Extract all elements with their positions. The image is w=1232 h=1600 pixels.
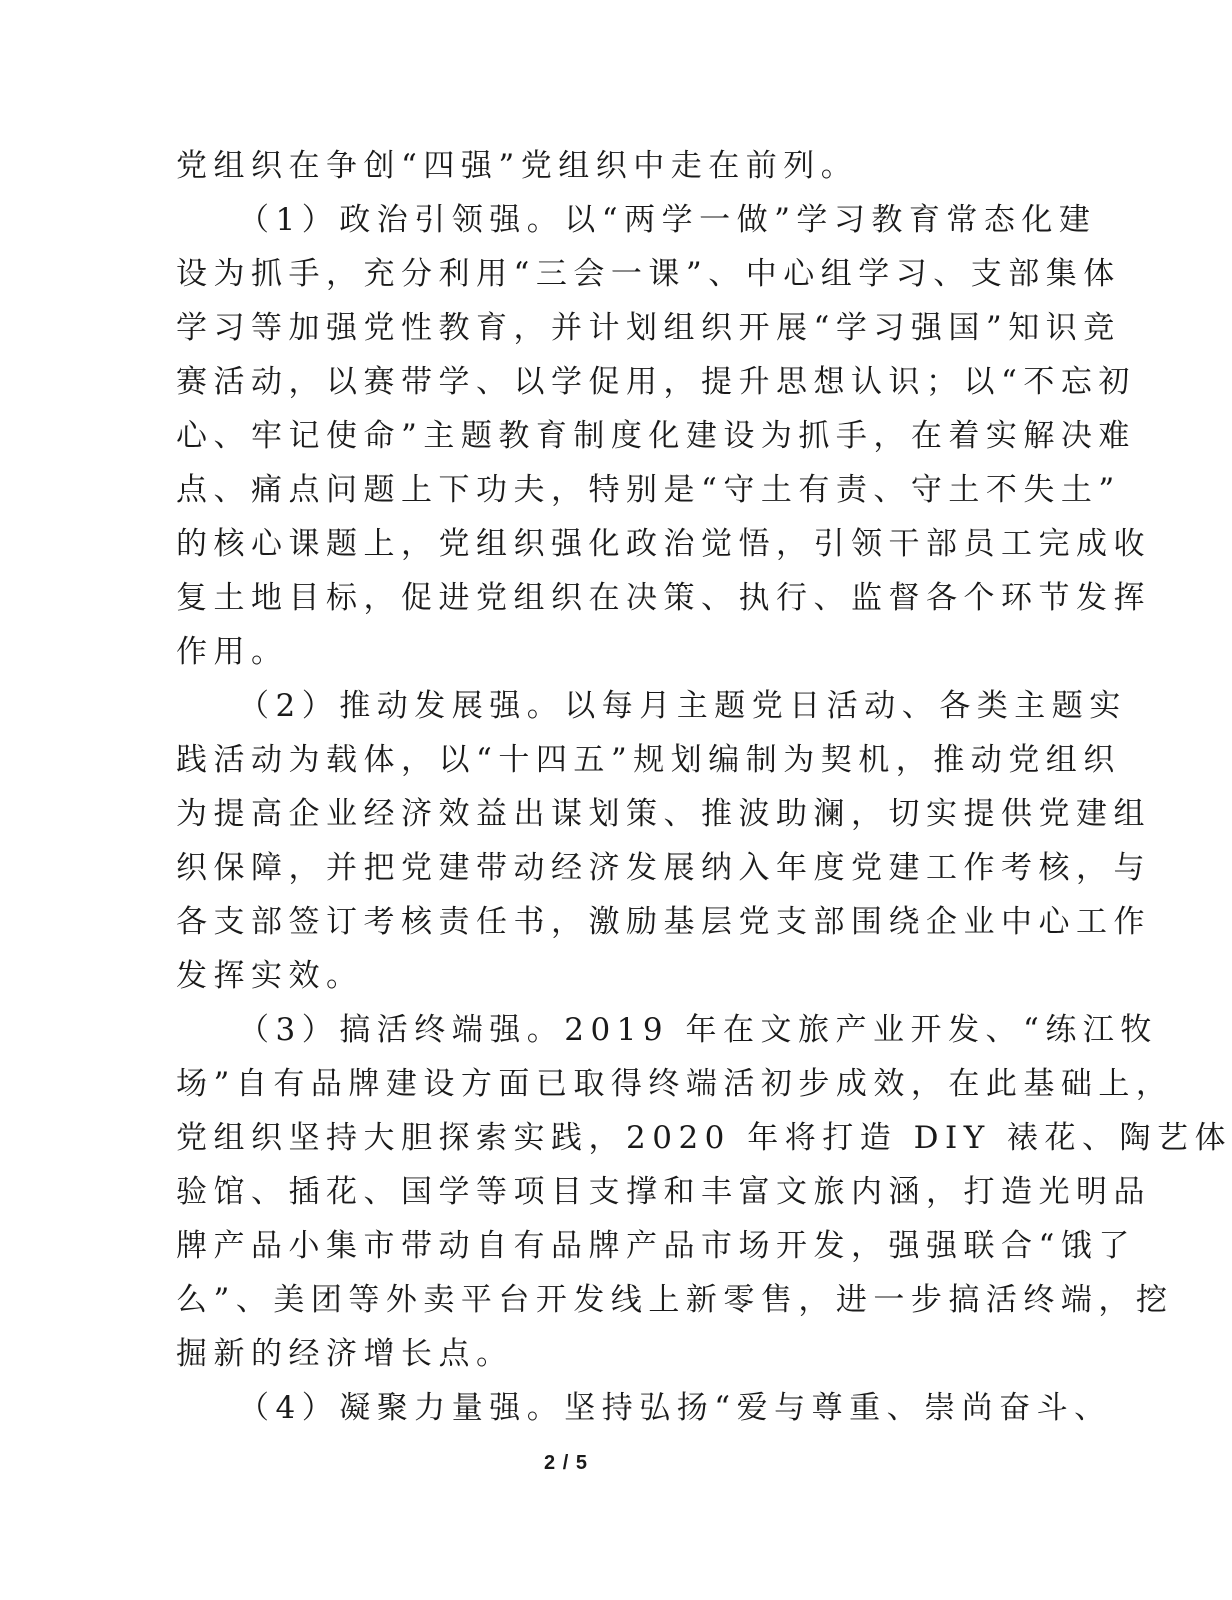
text-line: 为提高企业经济效益出谋划策、推波助澜，切实提供党建组 [176,796,1151,832]
text-line: 学习等加强党性教育，并计划组织开展“学习强国”知识竞 [176,310,1121,346]
text-line: 复土地目标，促进党组织在决策、执行、监督各个环节发挥 [176,580,1151,616]
text-line: （3）搞活终端强。2019 年在文旅产业开发、“练江牧 [238,1012,1158,1048]
text-line: 党组织在争创“四强”党组织中走在前列。 [176,148,859,184]
text-line: 的核心课题上，党组织强化政治觉悟，引领干部员工完成收 [176,526,1151,562]
text-line: 作用。 [176,634,289,670]
text-line: 践活动为载体，以“十四五”规划编制为契机，推动党组织 [176,742,1121,778]
text-line: 场”自有品牌建设方面已取得终端活初步成效，在此基础上， [176,1066,1174,1102]
text-line: （4）凝聚力量强。坚持弘扬“爱与尊重、崇尚奋斗、 [238,1390,1112,1426]
text-line: 赛活动，以赛带学、以学促用，提升思想认识；以“不忘初 [176,364,1136,400]
text-line: 各支部签订考核责任书，激励基层党支部围绕企业中心工作 [176,904,1151,940]
text-line: 发挥实效。 [176,958,364,994]
text-line: 织保障，并把党建带动经济发展纳入年度党建工作考核，与 [176,850,1151,886]
text-line: 么”、美团等外卖平台开发线上新零售，进一步搞活终端，挖 [176,1282,1174,1318]
text-line: 点、痛点问题上下功夫，特别是“守土有责、守土不失土” [176,472,1121,508]
text-line: 设为抓手，充分利用“三会一课”、中心组学习、支部集体 [176,256,1121,292]
text-line: 掘新的经济增长点。 [176,1336,514,1372]
text-line: 牌产品小集市带动自有品牌产品市场开发，强强联合“饿了 [176,1228,1136,1264]
text-line: 心、牢记使命”主题教育制度化建设为抓手，在着实解决难 [176,418,1136,454]
page-number: 2 / 5 [544,1452,588,1474]
text-line: 验馆、插花、国学等项目支撑和丰富文旅内涵，打造光明品 [176,1174,1151,1210]
text-line: 党组织坚持大胆探索实践，2020 年将打造 DIY 裱花、陶艺体 [176,1120,1232,1156]
text-line: （2）推动发展强。以每月主题党日活动、各类主题实 [238,688,1127,724]
text-line: （1）政治引领强。以“两学一做”学习教育常态化建 [238,202,1097,238]
